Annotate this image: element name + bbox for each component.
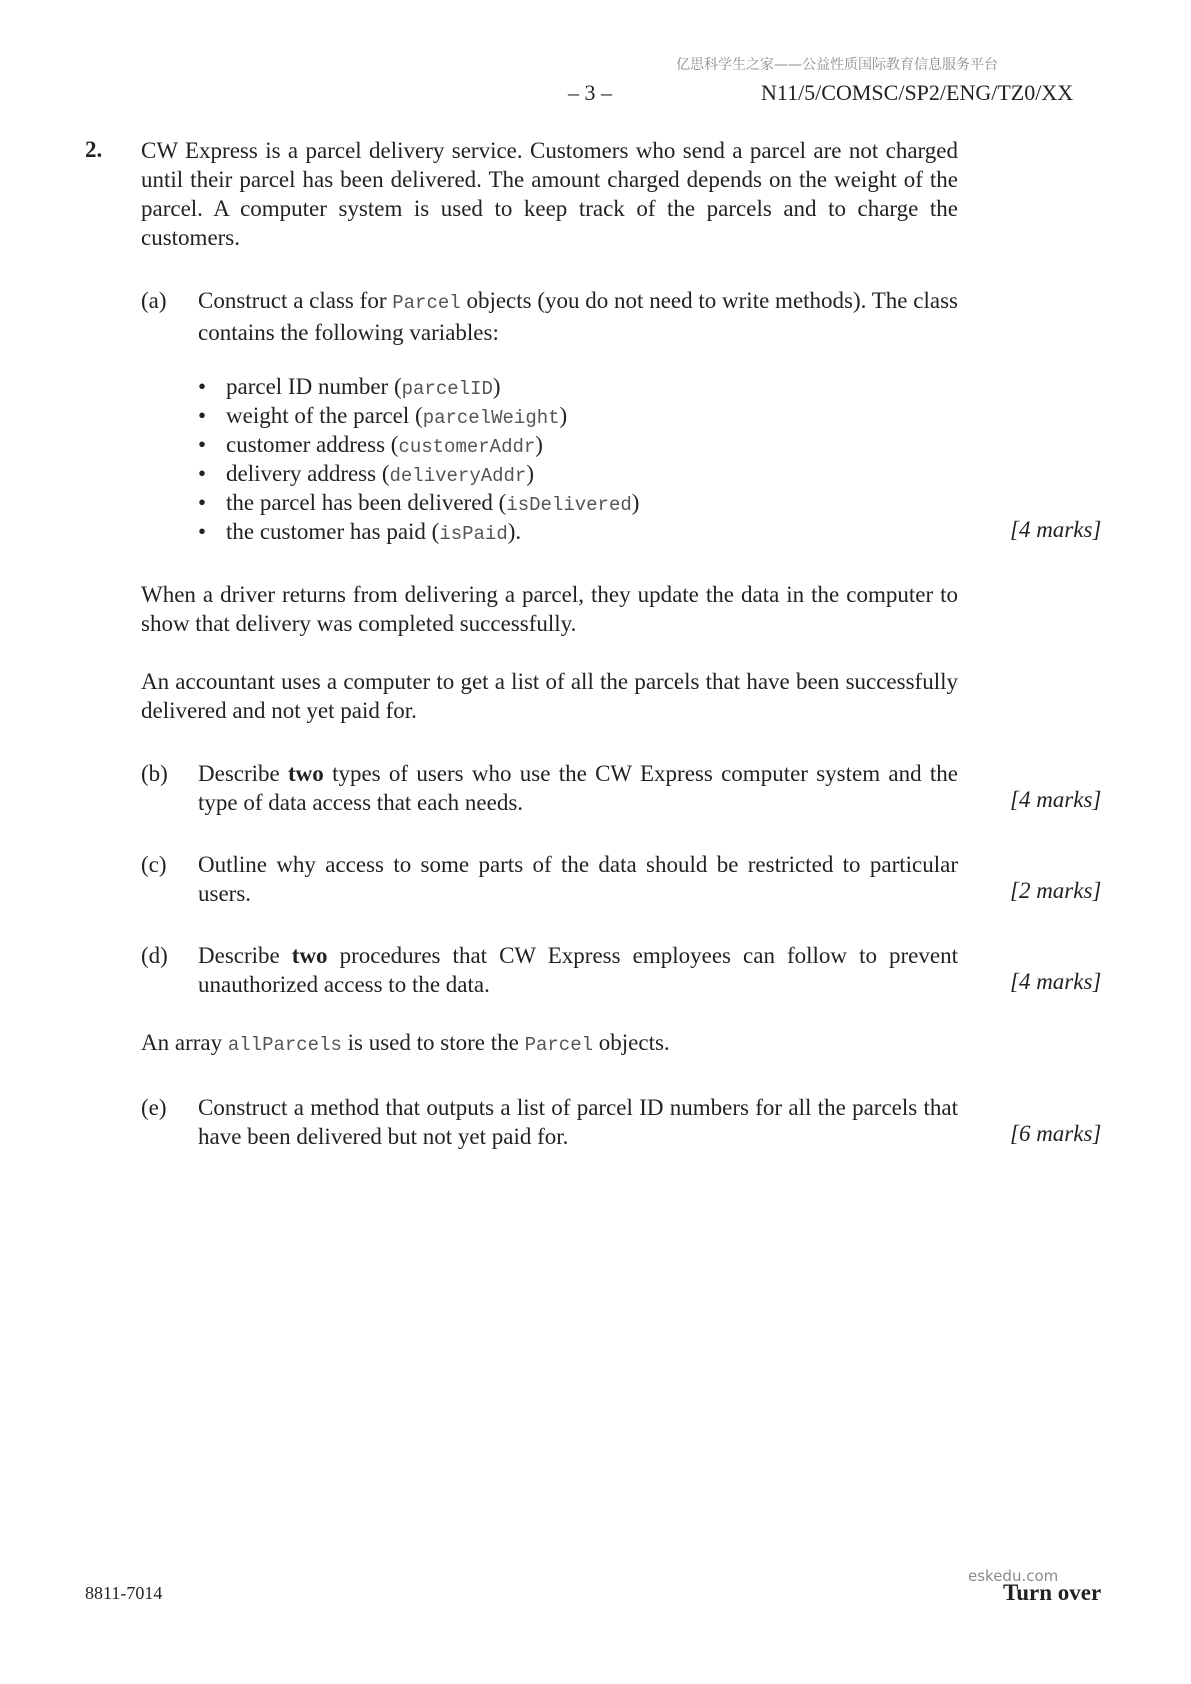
question-intro: CW Express is a parcel delivery service. Customers who send a parcel are not charged until their parcel has been delivered. The amount charged depends on the weight of the parcel. A computer system is used to keep track of the parcels and to charge the customers. (141, 138, 958, 250)
footer-code: 8811-7014 (85, 1583, 163, 1603)
variable-item: • parcel ID number (parcelID) (198, 372, 639, 401)
turn-over: Turn over (1003, 1580, 1102, 1605)
accountant-paragraph: An accountant uses a computer to get a list of all the parcels that have been successfully delivered and not yet paid for. (141, 669, 958, 723)
part-a-text: Construct a class for Parcel objects (you do not need to write methods). The class contains the following variables: (198, 288, 958, 345)
driver-paragraph: When a driver returns from delivering a parcel, they update the data in the computer to show that delivery was completed successfully. (141, 582, 958, 636)
part-c-label: (c) (141, 852, 167, 877)
question-number: 2. (85, 137, 103, 162)
variable-item: • delivery address (deliveryAddr) (198, 459, 639, 488)
part-e-text: Construct a method that outputs a list of parcel ID numbers for all the parcels that have been delivered but not yet paid for. (198, 1095, 958, 1149)
part-b-label: (b) (141, 761, 168, 786)
array-paragraph: An array allParcels is used to store the Parcel objects. (141, 1030, 670, 1056)
part-c-text: Outline why access to some parts of the data should be restricted to particular users. (198, 852, 958, 906)
part-a-label: (a) (141, 288, 167, 313)
variable-item: • customer address (customerAddr) (198, 430, 639, 459)
header-watermark: 亿思科学生之家——公益性质国际教育信息服务平台 (676, 57, 998, 73)
variable-item: • the customer has paid (isPaid). (198, 517, 639, 546)
part-e-marks: [6 marks] (1010, 1121, 1102, 1146)
part-e-label: (e) (141, 1095, 167, 1120)
part-c-marks: [2 marks] (1010, 878, 1102, 903)
part-b-marks: [4 marks] (1010, 787, 1102, 812)
paper-code: N11/5/COMSC/SP2/ENG/TZ0/XX (761, 80, 1074, 105)
part-a-marks: [4 marks] (1010, 517, 1102, 542)
part-d-text: Describe two procedures that CW Express employees can follow to prevent unauthorized access to the data. (198, 943, 958, 997)
array-name-code: allParcels (227, 1034, 342, 1056)
variable-list (198, 372, 639, 546)
footer-watermark: eskedu.com (968, 1567, 1059, 1585)
part-d-label: (d) (141, 943, 168, 968)
part-b-text: Describe two types of users who use the CW Express computer system and the type of data access that each needs. (198, 761, 958, 815)
page-number: – 3 – (568, 80, 612, 105)
variable-item: • weight of the parcel (parcelWeight) (198, 401, 639, 430)
variable-item: • the parcel has been delivered (isDelivered) (198, 488, 639, 517)
part-d-marks: [4 marks] (1010, 969, 1102, 994)
parcel-class-code: Parcel (524, 1034, 594, 1056)
class-name-code: Parcel (392, 292, 461, 314)
